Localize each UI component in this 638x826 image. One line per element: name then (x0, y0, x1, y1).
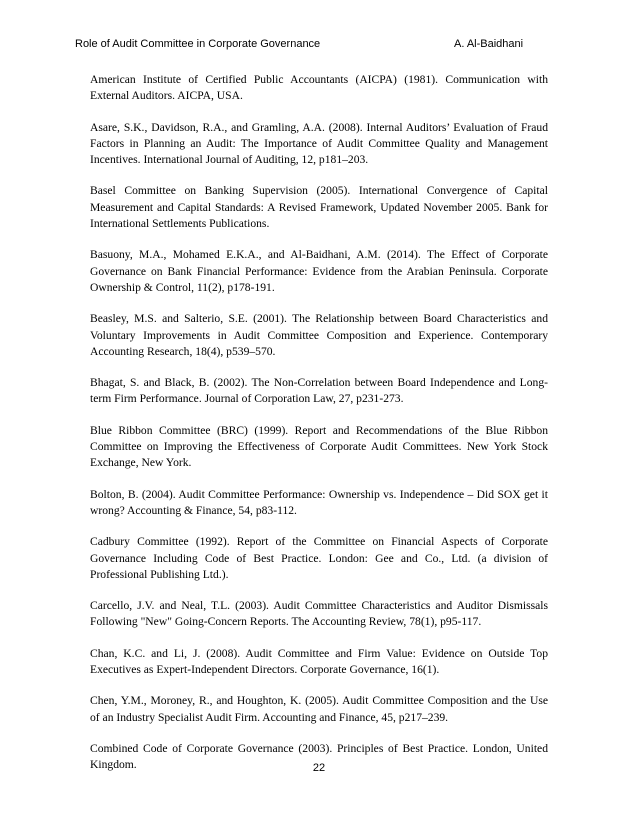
reference-entry: Chen, Y.M., Moroney, R., and Houghton, K. (2005). Audit Committee Composition and the Use of an Industry Specialist Audit Firm. Accounting and Finance, 45, p217–239. (90, 694, 548, 724)
running-header (75, 38, 553, 52)
reference-entry: Cadbury Committee (1992). Report of the Committee on Financial Aspects of Corporate Governance Including Code of Best Practice. London: Gee and Co., Ltd. (a division of Professional Publishing Ltd.). (90, 535, 548, 581)
reference-entry: Basuony, M.A., Mohamed E.K.A., and Al-Baidhani, A.M. (2014). The Effect of Corporate Governance on Bank Financial Performance: Evidence from the Arabian Peninsula. Corporate Ownership & Control, 11(2), p178-191. (90, 248, 548, 294)
reference-entry: Asare, S.K., Davidson, R.A., and Gramling, A.A. (2008). Internal Auditors’ Evaluation of Fraud Factors in Planning an Audit: The Importance of Audit Committee Quality and Management Incentives. International Journal of Auditing, 12, p181–203. (90, 120, 548, 167)
reference-entry: Combined Code of Corporate Governance (2003). Principles of Best Practice. London, United Kingdom. (90, 741, 548, 772)
header-title: Role of Audit Committee in Corporate Governance (75, 38, 321, 50)
page-number: 22 (312, 762, 326, 774)
reference-entry: Chan, K.C. and Li, J. (2008). Audit Committee and Firm Value: Evidence on Outside Top Executives as Expert-Independent Directors. Corporate Governance, 16(1). (90, 646, 548, 677)
reference-list (90, 72, 548, 789)
reference-entry: Blue Ribbon Committee (BRC) (1999). Report and Recommendations of the Blue Ribbon Committee on Improving the Effectiveness of Corporate Audit Committees. New York Stock Exchange, New York. (90, 423, 548, 470)
reference-entry: American Institute of Certified Public Accountants (AICPA) (1981). Communication with External Auditors. AICPA, USA. (90, 73, 548, 103)
reference-entry: Carcello, J.V. and Neal, T.L. (2003). Audit Committee Characteristics and Auditor Dismissals Following "New" Going-Concern Reports. The Accounting Review, 78(1), p95-117. (90, 599, 548, 629)
header-author: A. Al-Baidhani (454, 38, 524, 50)
reference-entry: Bolton, B. (2004). Audit Committee Performance: Ownership vs. Independence – Did SOX get it wrong? Accounting & Finance, 54, p83-112. (90, 487, 548, 517)
reference-entry: Beasley, M.S. and Salterio, S.E. (2001). The Relationship between Board Characteristics and Voluntary Improvements in Audit Committee Composition and Experience. Contemporary Accounting Research, 18(4), p539–570. (90, 312, 548, 358)
reference-entry: Bhagat, S. and Black, B. (2002). The Non-Correlation between Board Independence and Long-term Firm Performance. Journal of Corporation Law, 27, p231-273. (90, 376, 548, 406)
reference-entry: Basel Committee on Banking Supervision (2005). International Convergence of Capital Measurement and Capital Standards: A Revised Framework, Updated November 2005. Bank for International Settlements Publications. (90, 184, 548, 231)
